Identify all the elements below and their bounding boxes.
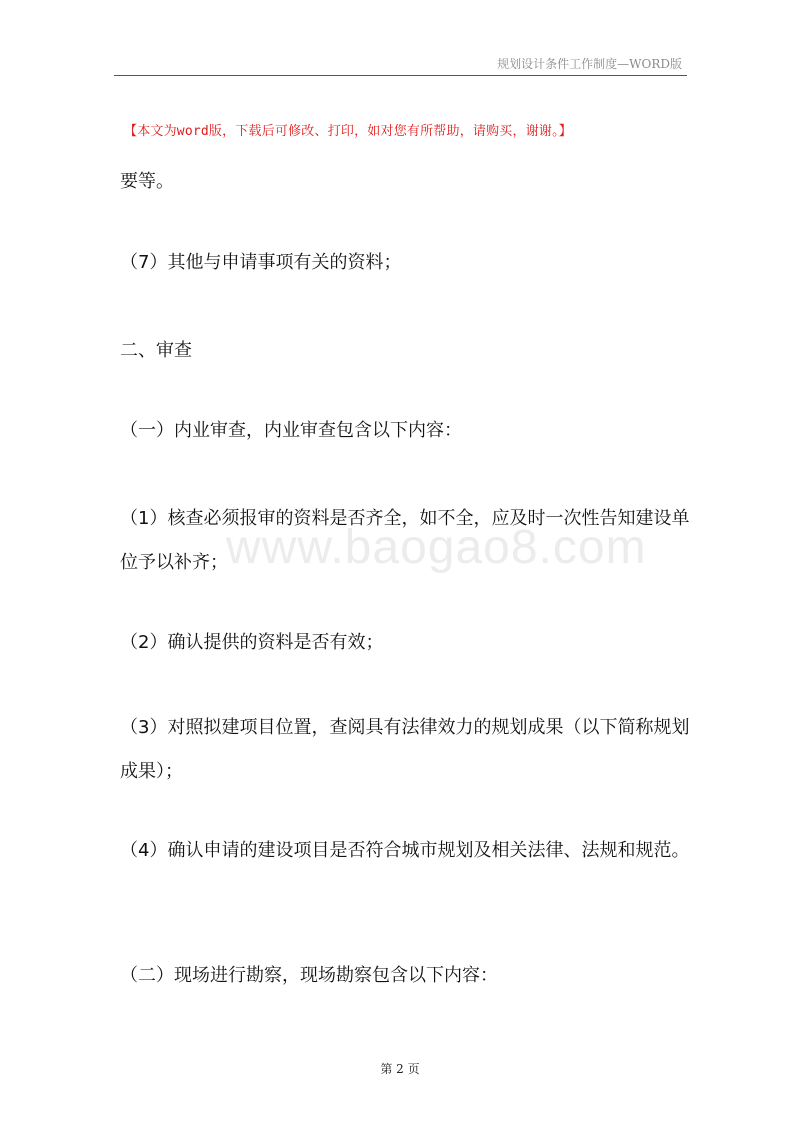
paragraph: （1）核查必须报审的资料是否齐全，如不全，应及时一次性告知建设单位予以补齐； xyxy=(120,508,690,573)
watermark: www.baogao8.com xyxy=(226,521,647,574)
paragraph: （4）确认申请的建设项目是否符合城市规划及相关法律、法规和规范。 xyxy=(120,840,690,861)
paragraph: 要等。 xyxy=(120,171,174,192)
subsection-heading: （一）内业审查，内业审查包含以下内容： xyxy=(120,420,462,441)
paragraph: （3）对照拟建项目位置，查阅具有法律效力的规划成果（以下简称规划成果）； xyxy=(120,717,690,782)
header-title: 规划设计条件工作制度—WORD版 xyxy=(497,57,682,71)
subsection-heading: （二）现场进行勘察，现场勘察包含以下内容： xyxy=(120,965,498,986)
paragraph: （2）确认提供的资料是否有效； xyxy=(120,632,384,653)
paragraph: （7）其他与申请事项有关的资料； xyxy=(120,252,402,273)
header-divider xyxy=(114,75,687,76)
purchase-notice: 【本文为word版，下载后可修改、打印，如对您有所帮助，请购买，谢谢。】 xyxy=(124,124,573,139)
page-number: 第 2 页 xyxy=(380,1062,420,1076)
section-heading: 二、审查 xyxy=(120,340,192,361)
